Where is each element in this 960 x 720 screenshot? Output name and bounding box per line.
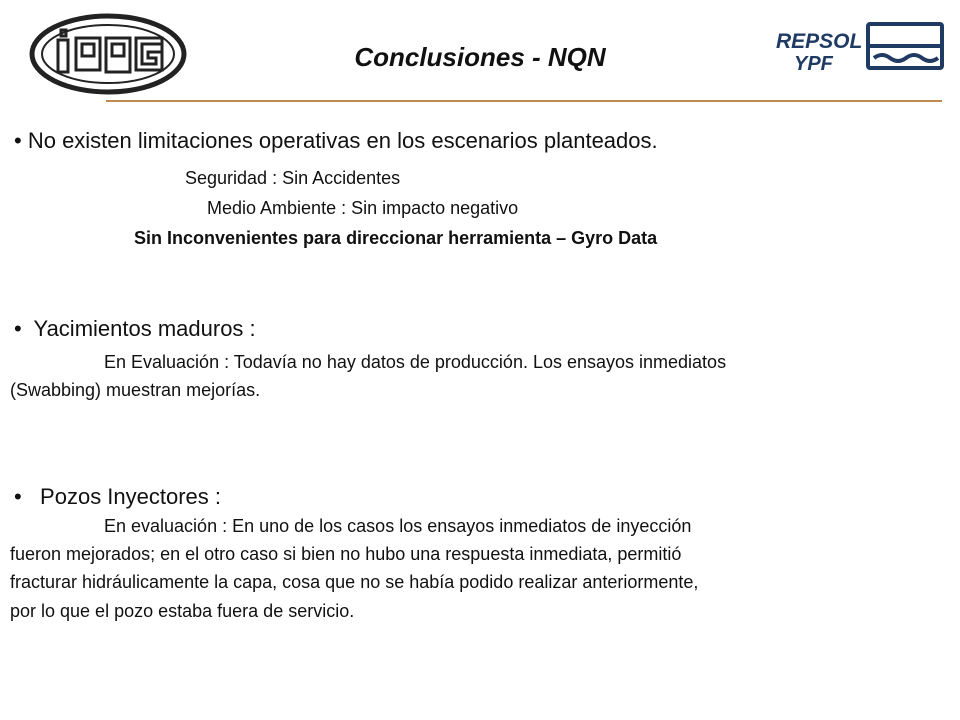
bullet-heading: Pozos Inyectores :: [40, 484, 222, 509]
injector-wells-text-line-3: fracturar hidráulicamente la capa, cosa que no se había podido realizar anteriormente,: [10, 572, 699, 592]
mature-fields-text-line-1: En Evaluación : Todavía no hay datos de producción. Los ensayos inmediatos: [104, 352, 727, 372]
bullet-heading: No existen limitaciones operativas en los escenarios planteados.: [27, 128, 658, 153]
svg-text:REPSOL: REPSOL: [776, 30, 863, 53]
safety-line: Seguridad : Sin Accidentes: [185, 168, 401, 188]
mature-fields-text-line-2: (Swabbing) muestran mejorías.: [10, 380, 261, 400]
bullet-heading: Yacimientos maduros :: [33, 316, 256, 341]
environment-line: Medio Ambiente : Sin impacto negativo: [207, 198, 519, 218]
injector-wells-text-line-1: En evaluación : En uno de los casos los ensayos inmediatos de inyección: [104, 516, 692, 536]
slide-title: Conclusiones - NQN: [354, 42, 606, 72]
repsol-ypf-logo: [770, 14, 948, 86]
injector-wells-text-line-4: por lo que el pozo estaba fuera de servicio.: [10, 601, 355, 621]
header-divider: [106, 100, 942, 102]
bullet-marker: •: [14, 128, 22, 153]
gyro-data-line: Sin Inconvenientes para direccionar herramienta – Gyro Data: [134, 228, 658, 248]
svg-text:YPF: YPF: [794, 53, 833, 75]
bullet-operational-limits: [14, 128, 658, 154]
bullet-marker: •: [14, 484, 22, 509]
bullet-mature-fields: [14, 316, 256, 342]
bullet-injector-wells: [14, 484, 221, 510]
injector-wells-text-line-2: fueron mejorados; en el otro caso si bien no hubo una respuesta inmediata, permitió: [10, 544, 682, 564]
bullet-marker: •: [14, 316, 22, 341]
